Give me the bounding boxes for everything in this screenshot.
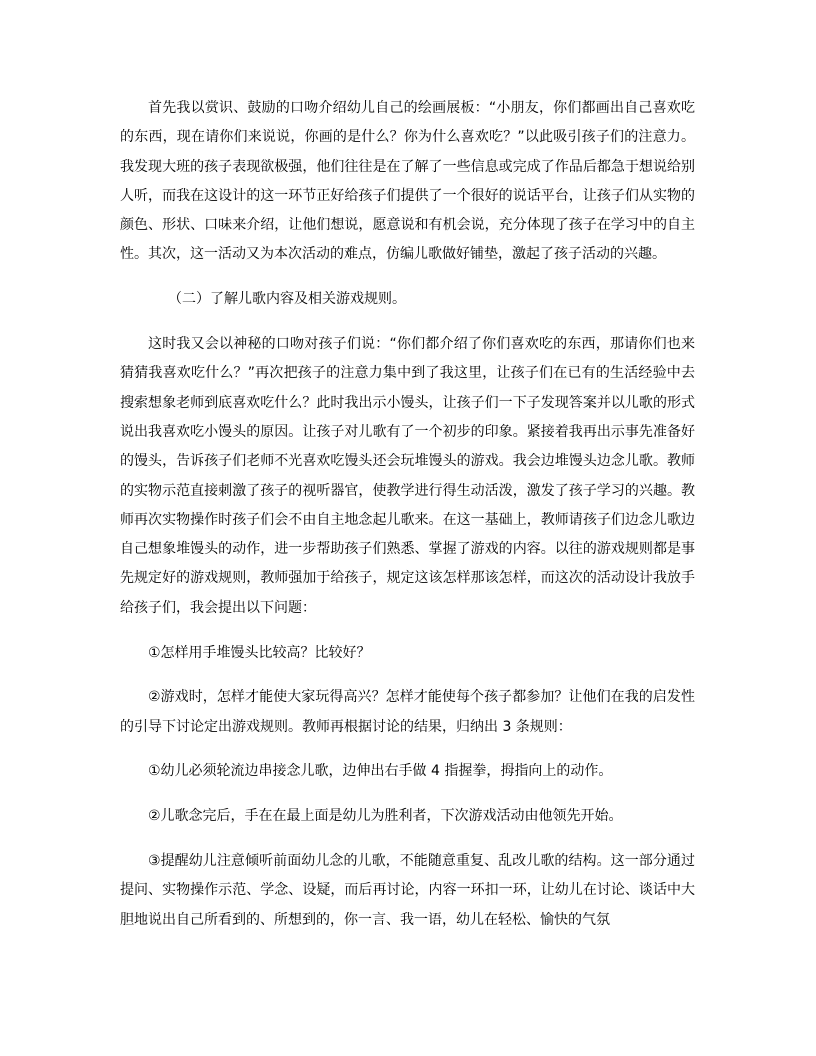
question-2: ②游戏时，怎样才能使大家玩得高兴？怎样才能使每个孩子都参加？让他们在我的启发性的引导下讨论定出游戏规则。教师再根据讨论的结果，归纳出 3 条规则： bbox=[120, 689, 695, 735]
document-body bbox=[120, 94, 695, 950]
paragraph-game-description: 这时我又会以神秘的口吻对孩子们说：“你们都介绍了你们喜欢吃的东西，那请你们也来猜猜我喜欢吃什么？”再次把孩子的注意力集中到了我这里，让孩子们在已有的生活经验中去搜索想象老师到底喜欢吃什么？此时我出示小馒头，让孩子们一下子发现答案并以儿歌的形式说出我喜欢吃小馒头的原因。让孩子对儿歌有了一个初步的印象。紧接着我再出示事先准备好的馒头，告诉孩子们老师不光喜欢吃馒头还会玩堆馒头的游戏。我会边堆馒头边念儿歌。教师的实物示范直接刺激了孩子的视听器官，使教学进行得生动活泼，激发了孩子学习的兴趣。教师再次实物操作时孩子们会不由自主地念起儿歌来。在这一基础上，教师请孩子们边念儿歌边自己想象堆馒头的动作，进一步帮助孩子们熟悉、掌握了游戏的内容。以往的游戏规则都是事先规定好的游戏规则，教师强加于给孩子，规定这该怎样那该怎样，而这次的活动设计我放手给孩子们，我会提出以下问题： bbox=[120, 336, 695, 616]
rule-3: ③提醒幼儿注意倾听前面幼儿念的儿歌，不能随意重复、乱改儿歌的结构。这一部分通过提问、实物操作示范、学念、设疑，而后再讨论，内容一环扣一环，让幼儿在讨论、谈话中大胆地说出自己所看到的、所想到的，你一言、我一语，幼儿在轻松、愉快的气氛 bbox=[120, 853, 695, 928]
rule-1: ①幼儿必须轮流边串接念儿歌，边伸出右手做 4 指握拳，拇指向上的动作。 bbox=[148, 763, 613, 780]
question-1: ①怎样用手堆馒头比较高？比较好？ bbox=[148, 644, 371, 661]
paragraph-intro: 首先我以赏识、鼓励的口吻介绍幼儿自己的绘画展板：“小朋友，你们都画出自己喜欢吃的东西，现在请你们来说说，你画的是什么？你为什么喜欢吃？”以此吸引孩子们的注意力。我发现大班的孩子表现欲极强，他们往往是在了解了一些信息或完成了作品后都急于想说给别人听，而我在这设计的这一环节正好给孩子们提供了一个很好的说话平台，让孩子们从实物的颜色、形状、口味来介绍，让他们想说，愿意说和有机会说，充分体现了孩子在学习中的自主性。其次，这一活动又为本次活动的难点，仿编儿歌做好铺垫，激起了孩子活动的兴趣。 bbox=[120, 100, 695, 263]
section-heading-2: （二）了解儿歌内容及相关游戏规则。 bbox=[168, 291, 406, 308]
rule-2: ②儿歌念完后，手在在最上面是幼儿为胜利者，下次游戏活动由他领先开始。 bbox=[148, 808, 623, 825]
